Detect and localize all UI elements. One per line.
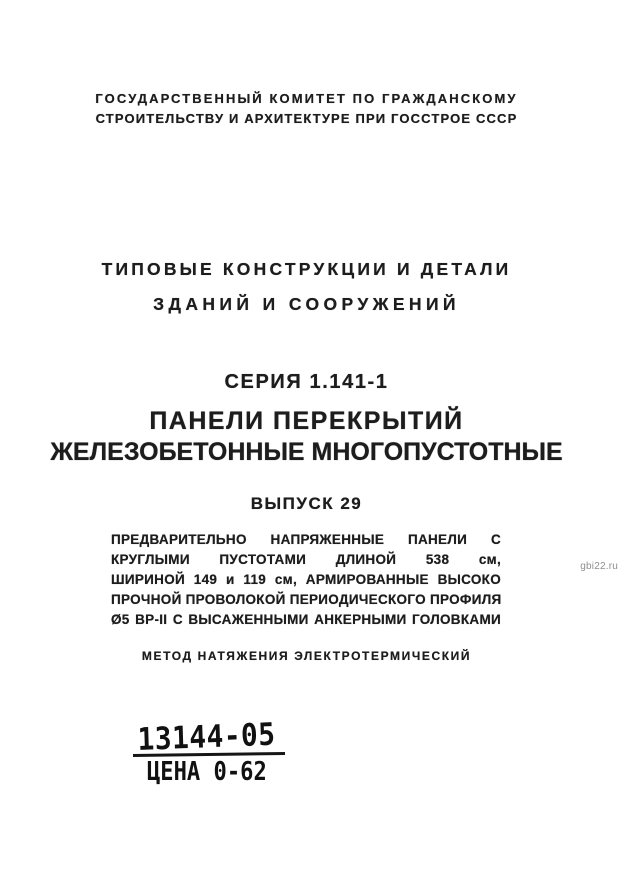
description-line-2: КРУГЛЫМИ ПУСТОТАМИ ДЛИНОЙ 538 см, — [111, 552, 501, 567]
main-title-line-2: ЖЕЛЕЗОБЕТОННЫЕ МНОГОПУСТОТНЫЕ — [50, 438, 563, 466]
method-label: МЕТОД НАТЯЖЕНИЯ ЭЛЕКТРОТЕРМИЧЕСКИЙ — [141, 649, 472, 663]
description-paragraph — [111, 530, 501, 630]
handwritten-price: ЦЕНА 0-62 — [147, 757, 267, 787]
series-label: СЕРИЯ 1.141-1 — [224, 371, 389, 393]
description-line-5: Ø5 ВР-II С ВЫСАЖЕННЫМИ АНКЕРНЫМИ ГОЛОВКАМИ — [111, 612, 501, 627]
description-line-1: ПРЕДВАРИТЕЛЬНО НАПРЯЖЕННЫЕ ПАНЕЛИ С — [111, 532, 501, 547]
handwritten-document-number: 13144-05 — [137, 716, 277, 758]
description-line-4: ПРОЧНОЙ ПРОВОЛОКОЙ ПЕРИОДИЧЕСКОГО ПРОФИЛЯ — [111, 592, 502, 607]
organization-line-1: ГОСУДАРСТВЕННЫЙ КОМИТЕТ ПО ГРАЖДАНСКОМУ — [95, 91, 518, 106]
doc-type-line-2: ЗДАНИЙ И СООРУЖЕНИЙ — [153, 294, 460, 314]
description-line-3: ШИРИНОЙ 149 и 119 см, АРМИРОВАННЫЕ ВЫСОКО — [111, 572, 501, 587]
main-title-line-1: ПАНЕЛИ ПЕРЕКРЫТИЙ — [149, 407, 464, 435]
organization-line-2: СТРОИТЕЛЬСТВУ И АРХИТЕКТУРЕ ПРИ ГОССТРОЕ СССР — [95, 110, 518, 126]
issue-label: ВЫПУСК 29 — [250, 494, 363, 513]
organization-header — [0, 89, 613, 128]
site-watermark: gbi22.ru — [580, 561, 618, 572]
doc-type-line-1: ТИПОВЫЕ КОНСТРУКЦИИ И ДЕТАЛИ — [101, 259, 512, 279]
